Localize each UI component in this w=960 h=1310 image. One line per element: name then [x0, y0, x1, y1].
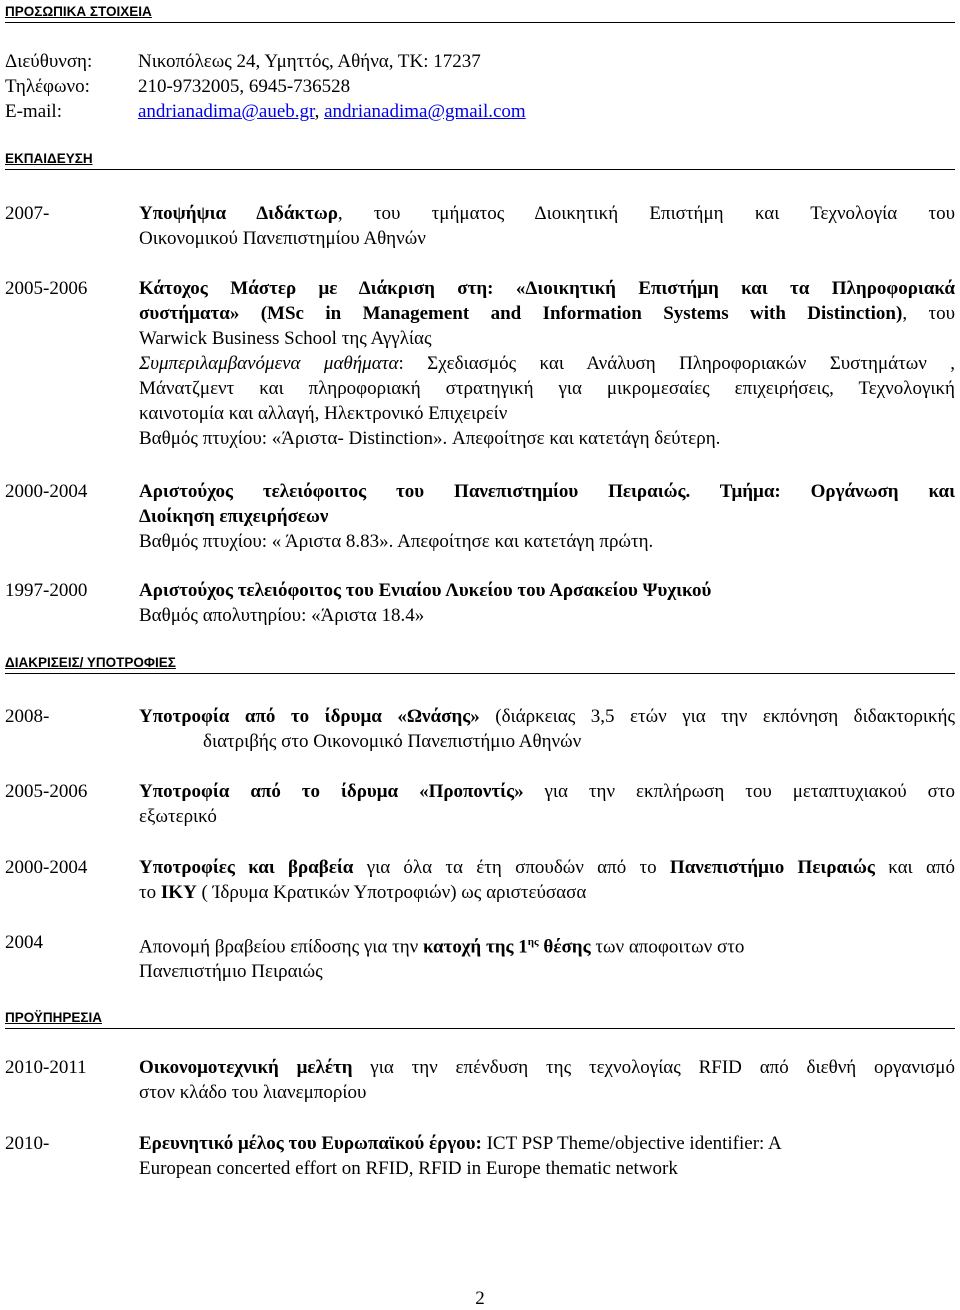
entry-title: Υποτροφία από το ίδρυμα «Ωνάσης»: [139, 706, 480, 727]
entry-body: [139, 855, 955, 905]
email-label: E-mail:: [5, 101, 62, 122]
entry-year: 2008-: [5, 706, 50, 727]
entry-text: για την εκπλήρωση του μεταπτυχιακού στο: [523, 781, 955, 802]
entry-text: και από: [874, 857, 955, 878]
entry-grade: Βαθμός απολυτηρίου: «Άριστα 18.4»: [139, 605, 425, 626]
entry-grade: Βαθμός πτυχίου: « Άριστα 8.83». Απεφοίτησε και κατετάγη πρώτη.: [139, 531, 654, 552]
entry-year: 2010-2011: [5, 1057, 87, 1078]
entry-year: 2005-2006: [5, 781, 88, 802]
entry-body: [139, 930, 955, 984]
entry-text: εξωτερικό: [139, 806, 217, 827]
entry-body: [139, 1131, 885, 1181]
entry-title: Διοίκηση επιχειρήσεων: [139, 506, 329, 527]
entry-year: 2010-: [5, 1133, 50, 1154]
entry-body: [139, 704, 955, 754]
entry-body: [139, 201, 955, 251]
page-number: 2: [475, 1288, 485, 1309]
courses-text: : Σχεδιασμός και Ανάλυση Πληροφοριακών Συστημάτων ,: [398, 353, 956, 374]
address-label: Διεύθυνση:: [5, 51, 93, 72]
entry-body: [139, 779, 955, 829]
email-link-aueb[interactable]: andrianadima@aueb.gr: [138, 101, 315, 122]
entry-text: για την επένδυση της τεχνολογίας RFID από διεθνή οργανισμό: [352, 1057, 955, 1078]
email-separator: ,: [314, 101, 325, 122]
entry-year: 1997-2000: [5, 580, 88, 601]
section-heading-experience: ΠΡΟΫΠΗΡΕΣΙΑ: [5, 1010, 955, 1029]
entry-title: Ερευνητικό μέλος του Ευρωπαϊκού έργου:: [139, 1133, 482, 1154]
courses-text: καινοτομία και αλλαγή, Ηλεκτρονικό Επιχειρείν: [139, 403, 508, 424]
section-heading-education: ΕΚΠΑΙΔΕΥΣΗ: [5, 151, 955, 170]
entry-title: θέσης: [538, 936, 591, 958]
entry-text: (διάρκειας 3,5 ετών για την εκπόνηση διδακτορικής: [479, 706, 955, 727]
entry-text: διατριβής στο Οικονομικό Πανεπιστήμιο Αθηνών: [203, 731, 582, 752]
entry-year: 2005-2006: [5, 278, 88, 299]
entry-title: Κάτοχος Μάστερ με Διάκριση στη: «Διοικητική Επιστήμη και τα Πληροφοριακά: [139, 278, 955, 299]
entry-title: Οικονομοτεχνική μελέτη: [139, 1057, 353, 1078]
entry-title: ΙΚΥ: [160, 882, 197, 903]
entry-body: [139, 479, 955, 554]
entry-title: Αριστούχος τελειόφοιτος του Ενιαίου Λυκείου του Αρσακείου Ψυχικού: [139, 580, 712, 601]
superscript: ης: [527, 936, 539, 948]
entry-body: [139, 1055, 955, 1105]
entry-title: κατοχή της 1: [423, 936, 528, 958]
entry-title: Υποψήψια Διδάκτωρ: [139, 203, 338, 224]
entry-year: 2000-2004: [5, 481, 88, 502]
section-heading-personal: ΠΡΟΣΩΠΙΚΑ ΣΤΟΙΧΕΙΑ: [5, 4, 955, 23]
entry-text: για όλα τα έτη σπουδών από το: [353, 857, 670, 878]
entry-text: ICT PSP Theme/objective identifier: A: [481, 1133, 782, 1154]
entry-text: Απονομή βραβείου επίδοσης για την: [139, 936, 424, 958]
email-values: [138, 99, 526, 124]
entry-text: Πανεπιστήμιο Πειραιώς: [139, 961, 323, 983]
entry-title: Υποτροφίες και βραβεία: [139, 857, 354, 878]
entry-text: Οικονομικού Πανεπιστημίου Αθηνών: [139, 228, 426, 249]
entry-body: [139, 578, 955, 628]
entry-year: 2007-: [5, 203, 50, 224]
entry-title: Πανεπιστήμιο Πειραιώς: [669, 857, 875, 878]
entry-year: 2000-2004: [5, 857, 88, 878]
entry-text: το: [139, 882, 161, 903]
entry-title: συστήματα» (MSc in Management and Information Systems with Distinction): [139, 303, 903, 324]
entry-text: στον κλάδο του λιανεμπορίου: [139, 1082, 367, 1103]
phone-value: 210-9732005, 6945-736528: [138, 76, 351, 97]
entry-text: , του τμήματος Διοικητική Επιστήμη και Τεχνολογία του: [337, 203, 955, 224]
email-link-gmail[interactable]: andrianadima@gmail.com: [324, 101, 526, 122]
phone-label: Τηλέφωνο:: [5, 76, 90, 97]
entry-text: European concerted effort on RFID, RFID in Europe thematic network: [139, 1158, 678, 1179]
entry-body: [139, 276, 955, 451]
entry-grade: Βαθμός πτυχίου: «Άριστα- Distinction». Απεφοίτησε και κατετάγη δεύτερη.: [139, 428, 721, 449]
entry-title: Αριστούχος τελειόφοιτος του Πανεπιστημίου Πειραιώς. Τμήμα: Οργάνωση και: [139, 481, 955, 502]
courses-label: Συμπεριλαμβανόμενα μαθήματα: [139, 353, 399, 374]
entry-text: , του: [902, 303, 955, 324]
address-value: Νικοπόλεως 24, Υμηττός, Αθήνα, ΤΚ: 17237: [138, 51, 481, 72]
courses-text: Μάνατζμεντ και πληροφοριακή στρατηγική για μικρομεσαίες επιχειρήσεις, Τεχνολογική: [139, 378, 955, 399]
entry-title: Υποτροφία από το ίδρυμα «Προποντίς»: [139, 781, 524, 802]
section-heading-awards: ΔΙΑΚΡΙΣΕΙΣ/ ΥΠΟΤΡΟΦΙΕΣ: [5, 655, 955, 674]
entry-text: των αποφοιτων στο: [590, 936, 745, 958]
entry-year: 2004: [5, 932, 43, 953]
entry-text: ( Ίδρυμα Κρατικών Υποτροφιών) ως αριστεύσασα: [196, 882, 587, 903]
entry-text: Warwick Business School της Αγγλίας: [139, 328, 432, 349]
